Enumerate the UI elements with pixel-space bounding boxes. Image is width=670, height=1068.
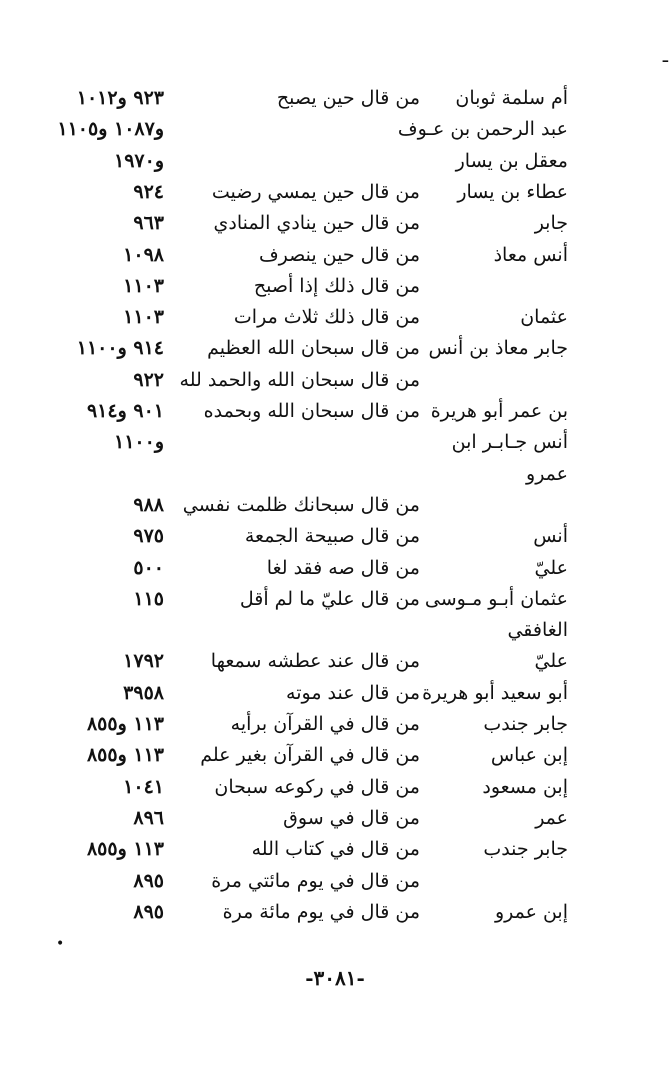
hadith-text-cell: من قال حين ينادي المنادي: [213, 212, 420, 235]
narrator-cell: عمرو: [526, 462, 568, 485]
narrator-cell: أنس معاذ: [493, 243, 568, 266]
reference-numbers-cell: و١٩٧٠: [113, 149, 164, 172]
reference-numbers-cell: ٨٩٦: [133, 806, 164, 829]
hadith-text-cell: من قال في كتاب الله: [251, 838, 420, 861]
table-row: [0, 458, 670, 490]
reference-numbers-cell: ١١٣ و٨٥٥: [86, 838, 164, 861]
table-row: [0, 614, 670, 646]
page-number: -٣٠٨١-: [305, 966, 365, 990]
reference-numbers-cell: ٩٢٤: [133, 180, 164, 203]
table-row: [0, 395, 670, 427]
reference-numbers-cell: و١١٠٠: [113, 431, 164, 454]
reference-numbers-cell: ١١٣ و٨٥٥: [86, 713, 164, 735]
hadith-text-cell: من قال في سوق: [283, 806, 420, 829]
table-row: [0, 489, 670, 521]
reference-numbers-cell: و١٠٨٧ و١١٠٥: [57, 118, 164, 141]
reference-numbers-cell: ٨٩٥: [133, 900, 164, 923]
narrator-cell: عليّ: [534, 650, 568, 673]
table-row: [0, 239, 670, 271]
hadith-text-cell: من قال في القرآن بغير علم: [200, 744, 420, 767]
reference-numbers-cell: ٣٩٥٨: [123, 681, 164, 704]
narrator-cell: عمر: [535, 806, 568, 829]
page-corner-mark: ـ: [662, 46, 668, 67]
table-row: [0, 176, 670, 208]
narrator-cell: معقل بن يسار: [455, 149, 568, 172]
narrator-cell: أم سلمة ثوبان: [455, 87, 568, 109]
table-row: [0, 426, 670, 458]
reference-numbers-cell: ٥٠٠: [133, 556, 164, 579]
narrator-cell: جابر جندب: [483, 713, 568, 735]
hadith-text-cell: من قال ذلك ثلاث مرات: [233, 306, 420, 329]
narrator-cell: عثمان: [520, 306, 568, 329]
table-row: [0, 145, 670, 177]
table-row: [0, 270, 670, 302]
hadith-text-cell: من قال سبحان الله العظيم: [207, 337, 420, 360]
table-row: [0, 833, 670, 865]
table-row: [0, 82, 670, 114]
reference-numbers-cell: ٩٨٨: [133, 493, 164, 516]
narrator-cell: عثمان أبـو مـوسى: [424, 587, 568, 610]
table-row: [0, 332, 670, 364]
narrator-cell: أبو سعيد أبو هريرة: [422, 681, 568, 704]
hadith-text-cell: من قال سبحان الله والحمد لله: [179, 368, 420, 391]
table-row: [0, 583, 670, 615]
reference-numbers-cell: ١٧٩٢: [123, 650, 164, 673]
hadith-text-cell: من قال في القرآن برأيه: [230, 713, 420, 735]
hadith-text-cell: من قال صه فقد لغا: [266, 556, 420, 579]
table-row: [0, 207, 670, 239]
table-row: [0, 708, 670, 740]
reference-numbers-cell: ١١٠٣: [123, 274, 164, 297]
narrator-cell: إبن عباس: [490, 744, 568, 767]
hadith-text-cell: من قال حين يمسي رضيت: [211, 180, 420, 203]
reference-numbers-cell: ٩٠١ و٩١٤: [86, 400, 164, 422]
table-row: [0, 677, 670, 709]
trailing-mark: •: [56, 936, 65, 952]
table-row: [0, 771, 670, 803]
reference-numbers-cell: ٨٩٥: [133, 869, 164, 892]
narrator-cell: عطاء بن يسار: [457, 180, 568, 203]
narrator-cell: أنس: [533, 525, 568, 548]
table-row: [0, 865, 670, 897]
reference-numbers-cell: ١٠٤١: [123, 775, 164, 798]
reference-numbers-cell: ١١٠٣: [123, 306, 164, 329]
table-row: [0, 802, 670, 834]
narrator-cell: عبد الرحمن بن عـوف: [397, 118, 568, 141]
table-row: [0, 301, 670, 333]
narrator-cell: إبن عمرو: [494, 900, 568, 923]
hadith-text-cell: من قال ذلك إذا أصبح: [253, 274, 420, 297]
hadith-text-cell: من قال عند عطشه سمعها: [210, 650, 420, 673]
reference-numbers-cell: ٩٢٣ و١٠١٢: [76, 87, 164, 109]
narrator-cell: عليّ: [534, 556, 568, 579]
narrator-cell: جابر معاذ بن أنس: [428, 337, 568, 360]
table-row: [0, 520, 670, 552]
narrator-cell: أنس جـابـر ابن: [451, 431, 568, 454]
table-row: [0, 552, 670, 584]
hadith-text-cell: من قال صبيحة الجمعة: [244, 525, 420, 548]
reference-numbers-cell: ١١٣ و٨٥٥: [86, 744, 164, 767]
narrator-cell: جابر جندب: [483, 838, 568, 861]
reference-numbers-cell: ٩٢٢: [133, 368, 164, 391]
narrator-cell: جابر: [534, 212, 568, 235]
table-row: [0, 364, 670, 396]
narrator-cell: بن عمر أبو هريرة: [430, 400, 568, 422]
reference-numbers-cell: ٩٧٥: [133, 525, 164, 548]
table-row: [0, 896, 670, 928]
hadith-text-cell: من قال حين ينصرف: [258, 243, 420, 266]
hadith-text-cell: من قال عليّ ما لم أقل: [239, 587, 420, 610]
hadith-text-cell: من قال في ركوعه سبحان: [214, 775, 420, 798]
hadith-text-cell: من قال سبحان الله وبحمده: [203, 400, 420, 422]
hadith-text-cell: من قال حين يصبح: [276, 87, 420, 109]
reference-numbers-cell: ٩١٤ و١١٠٠: [76, 337, 164, 360]
narrator-cell: الغافقي: [507, 619, 568, 642]
hadith-text-cell: من قال عند موته: [286, 681, 420, 704]
reference-numbers-cell: ٩٦٣: [133, 212, 164, 235]
table-row: [0, 113, 670, 145]
table-row: [0, 739, 670, 771]
table-row: [0, 645, 670, 677]
hadith-text-cell: من قال سبحانك ظلمت نفسي: [182, 493, 420, 516]
hadith-text-cell: من قال في يوم مائة مرة: [222, 900, 420, 923]
reference-numbers-cell: ١١٥: [133, 587, 164, 610]
reference-numbers-cell: ١٠٩٨: [123, 243, 164, 266]
narrator-cell: إبن مسعود: [482, 775, 568, 798]
hadith-text-cell: من قال في يوم مائتي مرة: [211, 869, 420, 892]
